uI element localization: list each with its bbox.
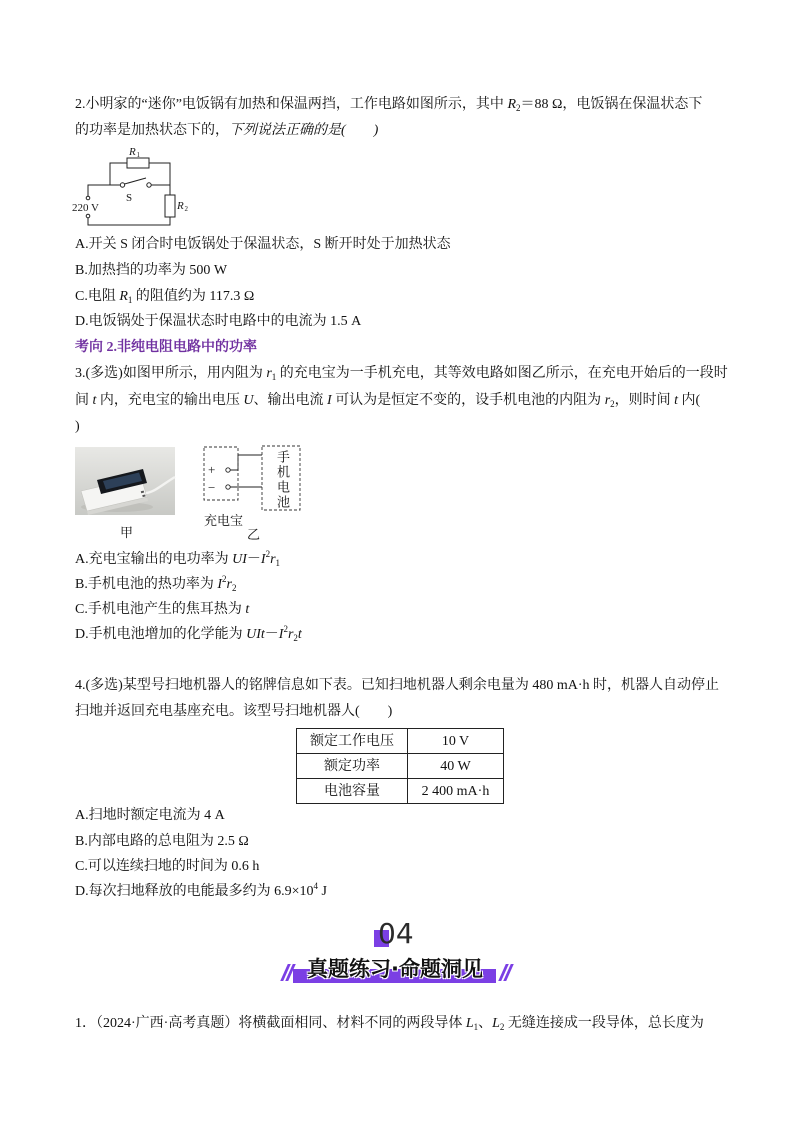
topic-heading: 考向 2.非纯电阻电路中的功率	[75, 340, 257, 355]
var-R: R	[507, 97, 516, 112]
option-text: C.手机电池产生的焦耳热为	[75, 602, 246, 617]
resistor-r1-symbol	[127, 158, 149, 168]
wire	[230, 455, 262, 470]
minus-operator: －	[264, 627, 279, 642]
q1-stem-line-1	[75, 1014, 704, 1034]
q2-stem-text: 的功率是加热状态下的，	[75, 123, 229, 138]
wire	[88, 217, 170, 225]
var-UI: UI	[232, 552, 247, 567]
q1-stem-text: 、	[478, 1016, 493, 1031]
option-text: B.手机电池的热功率为	[75, 577, 218, 592]
table-cell-label: 额定工作电压	[297, 729, 408, 754]
q3-stem-text: 内，充电宝的输出电压	[96, 393, 244, 408]
table-row	[297, 779, 504, 804]
var-r: r	[270, 552, 276, 567]
terminal	[226, 468, 230, 472]
option-text: D.每次扫地释放的电能最多约为 6.9×10	[75, 884, 314, 899]
figure-a-caption: 甲	[120, 525, 134, 540]
q1-stem-text: 无缝连接成一段导体，总长度为	[504, 1016, 704, 1031]
var-UIt: UIt	[246, 627, 265, 642]
subscript: 2	[499, 1022, 505, 1032]
option-text: C.电阻	[75, 289, 120, 304]
var-t: t	[92, 393, 97, 408]
nameplate-spec-table	[296, 728, 504, 804]
switch-blade	[125, 178, 147, 184]
q3-stem-text: 的充电宝为一手机充电，其等效电路如图乙所示，在充电开始后的一段时	[276, 366, 728, 381]
q3-stem-text: 间	[75, 393, 93, 408]
option-text: 的阻值约为 117.3 Ω	[132, 289, 255, 304]
section-title: 真题练习·命题洞见	[307, 957, 483, 981]
power-bank-label: 充电宝	[204, 513, 244, 528]
q2-option-a: A.开关 S 闭合时电饭锅处于保温状态，S 断开时处于加热状态	[75, 237, 451, 252]
subscript: 2	[293, 633, 298, 643]
table-cell-value: 2 400 mA·h	[408, 779, 504, 804]
subscript: 2	[516, 103, 521, 113]
table-cell-label: 额定功率	[297, 754, 408, 779]
var-I: I	[327, 393, 332, 408]
rice-cooker-circuit-diagram	[70, 143, 195, 235]
figure-b-caption: 乙	[247, 527, 261, 542]
resistor-r2-symbol	[165, 195, 175, 217]
q3-stem-text: 可认为是恒定不变的，设手机电池的内阻为	[331, 393, 605, 408]
section-number: 04	[378, 917, 414, 950]
q3-stem-text: ，则时间	[614, 393, 675, 408]
switch-label: S	[126, 192, 133, 204]
superscript: 4	[313, 881, 319, 891]
r2-label: R	[177, 200, 184, 212]
superscript: 2	[283, 624, 288, 634]
q3-option-a	[75, 550, 280, 570]
q3-stem-line-2	[75, 391, 700, 411]
voltage-source-label: 220 V	[72, 202, 99, 214]
var-r: r	[226, 577, 232, 592]
option-text: D.手机电池增加的化学能为	[75, 627, 247, 642]
q1-stem-text: 1．（2024·广西·高考真题）将横截面相同、材料不同的两段导体	[75, 1016, 466, 1031]
table-row	[297, 729, 504, 754]
var-I: I	[217, 577, 223, 592]
q2-option-c	[75, 287, 254, 307]
var-L: L	[465, 1016, 474, 1031]
option-text: A.充电宝输出的电功率为	[75, 552, 233, 567]
superscript: 2	[222, 574, 227, 584]
table-cell-value: 10 V	[408, 729, 504, 754]
q3-option-b	[75, 575, 236, 595]
minus-operator: －	[246, 552, 261, 567]
q3-stem-text: 3.(多选)如图甲所示，用内阻为	[75, 366, 267, 381]
wire	[88, 185, 120, 196]
wire	[110, 163, 127, 185]
q2-stem-text: ＝88 Ω，电饭锅在保温状态下	[520, 97, 703, 112]
q4-stem-line-2: 扫地并返回充电基座充电。该型号扫地机器人( )	[75, 704, 393, 719]
q2-question-prompt: 下列说法正确的是( )	[229, 123, 379, 138]
var-R: R	[119, 289, 128, 304]
table-row	[297, 754, 504, 779]
minus-sign: −	[208, 480, 216, 495]
q2-stem-text: 2.小明家的“迷你”电饭锅有加热和保温两挡，工作电路如图所示，其中	[75, 97, 508, 112]
subscript: 1	[271, 372, 277, 382]
q3-option-c	[75, 600, 249, 620]
superscript: 2	[265, 549, 271, 559]
subscript: 2	[231, 583, 237, 593]
subscript: 1	[473, 1022, 479, 1032]
var-r: r	[266, 366, 272, 381]
wire	[149, 163, 170, 195]
var-I: I	[278, 627, 284, 642]
subscript: 2	[610, 399, 615, 409]
option-text: J	[318, 884, 327, 899]
subscript: 1	[127, 295, 133, 305]
var-U: U	[243, 393, 254, 408]
q4-option-b: B.内部电路的总电阻为 2.5 Ω	[75, 834, 249, 849]
q3-option-d	[75, 625, 302, 645]
phone-on-power-bank-photo	[75, 447, 175, 515]
q4-option-a: A.扫地时额定电流为 4 A	[75, 808, 225, 823]
q4-option-c: C.可以连续扫地的时间为 0.6 h	[75, 859, 260, 874]
phone-battery-label: 手机电池	[275, 450, 290, 510]
var-r: r	[287, 627, 294, 642]
q2-stem-line-2	[75, 121, 378, 141]
var-r: r	[604, 393, 611, 408]
var-I: I	[260, 552, 266, 567]
var-t: t	[245, 602, 250, 617]
q3-stem-line-3: )	[75, 419, 80, 434]
q4-stem-line-1: 4.(多选)某型号扫地机器人的铭牌信息如下表。已知扫地机器人剩余电量为 480 mA·h 时，机器人自动停止	[75, 678, 719, 693]
var-t: t	[297, 627, 302, 642]
q3-stem-line-1	[75, 364, 728, 384]
q2-stem-line-1	[75, 95, 702, 115]
var-t: t	[674, 393, 679, 408]
subscript: 1	[275, 558, 281, 568]
q3-stem-text: 、输出电流	[253, 393, 328, 408]
var-L: L	[492, 1016, 500, 1031]
r2-label-subscript: 2	[184, 205, 188, 213]
switch-contact	[120, 183, 124, 187]
q2-option-b: B.加热挡的功率为 500 W	[75, 263, 228, 278]
r1-label: R	[129, 146, 136, 158]
table-cell-label: 电池容量	[297, 779, 408, 804]
terminal	[86, 196, 90, 200]
terminal	[86, 214, 90, 218]
q2-option-d: D.电饭锅处于保温状态时电路中的电流为 1.5 A	[75, 314, 362, 329]
table-cell-value: 40 W	[408, 754, 504, 779]
q4-option-d	[75, 882, 327, 902]
switch-contact	[147, 183, 151, 187]
q3-stem-text: 内(	[678, 393, 701, 408]
plus-sign: +	[208, 462, 216, 477]
r1-label-subscript: 1	[136, 151, 140, 159]
terminal	[226, 485, 230, 489]
